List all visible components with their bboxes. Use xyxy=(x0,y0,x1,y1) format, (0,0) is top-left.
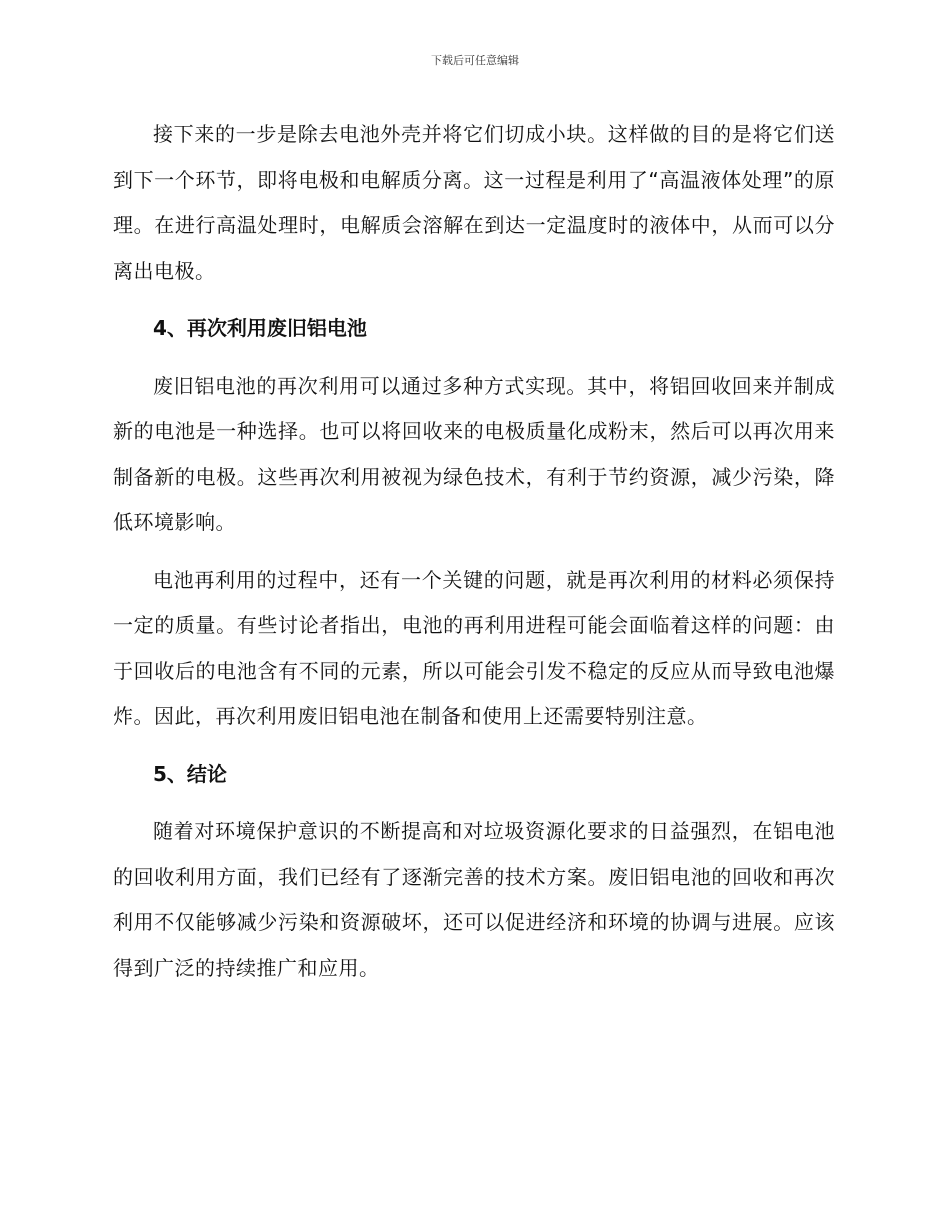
paragraph-reuse-quality: 电池再利用的过程中，还有一个关键的问题，就是再次利用的材料必须保持一定的质量。有些讨论者指出，电池的再利用进程可能会面临着这样的问题：由于回收后的电池含有不同的元素，所以可能会引发不稳定的反应从而导致电池爆炸。因此，再次利用废旧铝电池在制备和使用上还需要特别注意。 xyxy=(113,567,835,728)
document-body xyxy=(113,112,835,1003)
paragraph-reuse-methods: 废旧铝电池的再次利用可以通过多种方式实现。其中，将铝回收回来并制成新的电池是一种选择。也可以将回收来的电极质量化成粉末，然后可以再次用来制备新的电极。这些再次利用被视为绿色技术，有利于节约资源，减少污染，降低环境影响。 xyxy=(113,373,835,534)
section-heading-conclusion: 5、结论 xyxy=(153,761,227,786)
paragraph-conclusion: 随着对环境保护意识的不断提高和对垃圾资源化要求的日益强烈，在铝电池的回收利用方面，我们已经有了逐渐完善的技术方案。废旧铝电池的回收和再次利用不仅能够减少污染和资源破坏，还可以促进经济和环境的协调与进展。应该得到广泛的持续推广和应用。 xyxy=(113,819,835,980)
section-heading-reuse: 4、再次利用废旧铝电池 xyxy=(153,316,367,340)
page-header: 下载后可任意编辑 xyxy=(431,54,519,67)
paragraph-dismantling: 接下来的一步是除去电池外壳并将它们切成小块。这样做的目的是将它们送到下一个环节，即将电极和电解质分离。这一过程是利用了“高温液体处理”的原理。在进行高温处理时，电解质会溶解在到达一定温度时的液体中，从而可以分离出电极。 xyxy=(113,122,835,283)
